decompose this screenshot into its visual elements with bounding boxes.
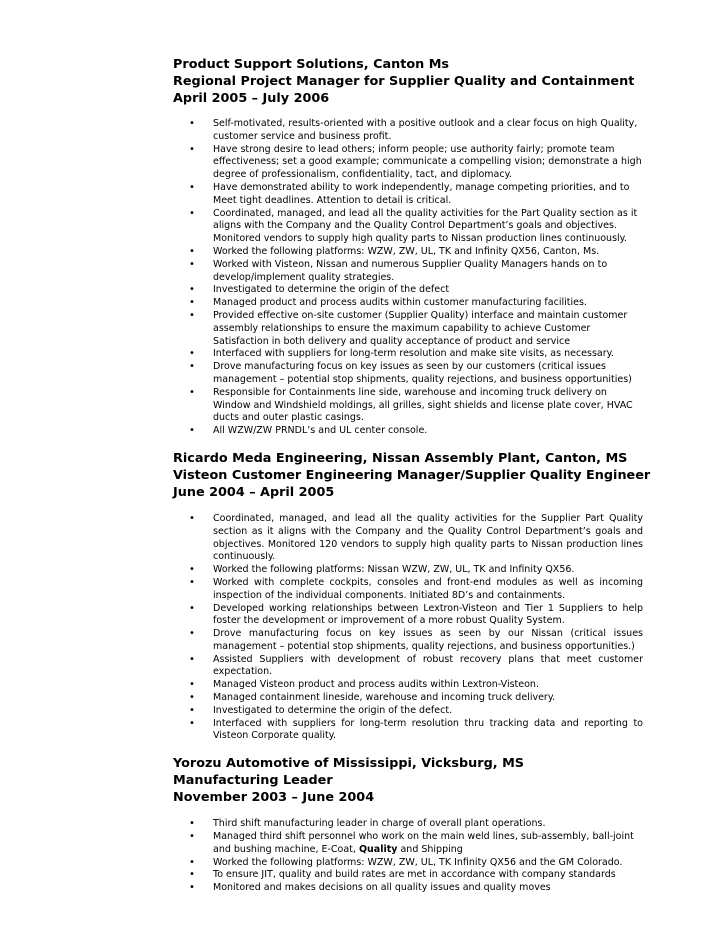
bullet-icon: • xyxy=(189,717,195,729)
list-item: • Managed containment lineside, warehouse and incoming truck delivery. xyxy=(189,692,556,704)
bullet-icon: • xyxy=(189,679,195,691)
company-name: Yorozu Automotive of Mississippi, Vicksburg, MS xyxy=(173,756,525,772)
company-name: Product Support Solutions, Canton Ms xyxy=(173,57,450,72)
job-title: Visteon Customer Engineering Manager/Supplier Quality Engineer xyxy=(173,467,651,483)
list-item: • Monitored and makes decisions on all quality issues and quality moves xyxy=(189,882,551,894)
bullet-icon: • xyxy=(189,653,195,665)
job-title: Manufacturing Leader xyxy=(173,773,333,789)
list-item: • Interfaced with suppliers for long-term resolution and make site visits, as necessary. xyxy=(189,348,614,360)
bullet-icon: • xyxy=(189,818,195,830)
bullet-list xyxy=(173,513,643,743)
bullet-icon: • xyxy=(189,181,195,193)
list-item: • Worked the following platforms: Nissan WZW, ZW, UL, TK and Infinity QX56. xyxy=(189,564,575,576)
list-item: • To ensure JIT, quality and build rates are met in accordance with company standards xyxy=(189,869,616,881)
list-item: • Worked with complete cockpits, consoles and front-end modules as well as incoming inspection of the individual components. Initiated 8D’s and containments. xyxy=(189,576,643,601)
list-item: • Worked with Visteon, Nissan and numerous Supplier Quality Managers hands on to develop/implement quality strategies. xyxy=(189,258,608,283)
list-item: • Drove manufacturing focus on key issues as seen by our Nissan (critical issues management – potential stop shipments, quality rejections, and business opportunities.) xyxy=(189,628,643,652)
bullet-icon: • xyxy=(189,361,195,373)
list-item: • All WZW/ZW PRNDL’s and UL center console. xyxy=(189,425,428,437)
list-item: • Coordinated, managed, and lead all the quality activities for the Part Quality section as it aligns with the Company and the Quality Control Department’s goals and objectives. Monitored vendors to supply high quality parts to Nissan production lines continuously. xyxy=(189,207,638,245)
bullet-icon: • xyxy=(189,309,195,321)
bullet-icon: • xyxy=(189,258,195,270)
resume-page xyxy=(173,56,651,895)
bullet-icon: • xyxy=(189,576,195,588)
bullet-icon: • xyxy=(189,207,195,219)
list-item: • Assisted Suppliers with development of robust recovery plans that meet customer expectation. xyxy=(189,653,643,678)
bullet-icon: • xyxy=(189,348,195,360)
bullet-icon: • xyxy=(189,564,195,576)
list-item: • Coordinated, managed, and lead all the quality activities for the Supplier Part Quality section as it aligns with the Company and the Quality Control Department’s goals and objectives. Monitored 120 vendors to supply high quality parts to Nissan production lines continuously. xyxy=(189,512,643,563)
job-section-ricardo-meda xyxy=(173,450,651,743)
bullet-icon: • xyxy=(189,245,195,257)
list-item: • Third shift manufacturing leader in charge of overall plant operations. xyxy=(189,818,546,830)
list-item: • Worked the following platforms: WZW, ZW, UL, TK and Infinity QX56, Canton, Ms. xyxy=(189,245,600,257)
list-item: • Responsible for Containments line side, warehouse and incoming truck delivery on Window and Windshield moldings, all grilles, sight shields and license plate cover, HVAC ducts and outer plastic casings. xyxy=(189,386,633,424)
bullet-icon: • xyxy=(189,602,195,614)
job-section-product-support xyxy=(173,56,643,438)
bullet-icon: • xyxy=(189,512,195,524)
company-name: Ricardo Meda Engineering, Nissan Assembly Plant, Canton, MS xyxy=(173,450,628,466)
list-item: • Have demonstrated ability to work independently, manage competing priorities, and to Meet tight deadlines. Attention to detail is critical. xyxy=(189,181,630,206)
bullet-icon: • xyxy=(189,425,195,437)
bullet-icon: • xyxy=(189,118,195,129)
bullet-list xyxy=(173,818,643,895)
list-item: • Investigated to determine the origin of the defect xyxy=(189,284,450,296)
bullet-icon: • xyxy=(189,297,195,309)
list-item: • Have strong desire to lead others; inform people; use authority fairly; promote team effectiveness; set a good example; communicate a compelling vision; demonstrate a high degree of professionalism, confidentiality, tact, and diplomacy. xyxy=(189,143,642,181)
bullet-icon: • xyxy=(189,386,195,398)
list-item: • Self-motivated, results-oriented with a positive outlook and a clear focus on high Quality, customer service and business profit. xyxy=(189,118,638,142)
bullet-icon: • xyxy=(189,143,195,155)
job-dates: November 2003 – June 2004 xyxy=(173,790,375,806)
list-item: • Interfaced with suppliers for long-term resolution thru tracking data and reporting to Visteon Corporate quality. xyxy=(189,717,643,742)
job-title: Regional Project Manager for Supplier Quality and Containment xyxy=(173,74,635,89)
bullet-icon: • xyxy=(189,869,195,881)
bullet-icon: • xyxy=(189,692,195,704)
list-item: • Managed product and process audits within customer manufacturing facilities. xyxy=(189,297,587,309)
bullet-icon: • xyxy=(189,284,195,296)
bullet-list xyxy=(173,118,643,438)
list-item: • Drove manufacturing focus on key issues as seen by our customers (critical issues management – potential stop shipments, quality rejections, and business opportunities) xyxy=(189,361,632,385)
bullet-icon: • xyxy=(189,856,195,868)
list-item: • Developed working relationships between Lextron-Visteon and Tier 1 Suppliers to help foster the development or improvement of a more robust Quality System. xyxy=(189,602,643,627)
list-item: • Provided effective on-site customer (Supplier Quality) interface and maintain customer assembly relationships to ensure the maximum capability to achieve Customer Satisfaction in both delivery and quality acceptance of product and service xyxy=(189,309,628,347)
bullet-icon: • xyxy=(189,882,195,894)
bullet-icon: • xyxy=(189,704,195,716)
quality-bold-text: Quality xyxy=(358,843,398,855)
bullet-icon: • xyxy=(189,831,195,843)
list-item: • Managed Visteon product and process audits within Lextron-Visteon. xyxy=(189,679,539,691)
job-dates: June 2004 – April 2005 xyxy=(173,484,335,500)
list-item: • Worked the following platforms: WZW, ZW, UL, TK Infinity QX56 and the GM Colorado. xyxy=(189,856,623,868)
bullet-icon: • xyxy=(189,628,195,640)
job-dates: April 2005 – July 2006 xyxy=(173,91,330,106)
list-item: • Investigated to determine the origin of the defect. xyxy=(189,704,453,716)
job-section-yorozu xyxy=(173,755,643,895)
list-item: • Managed third shift personnel who work on the main weld lines, sub-assembly, ball-joint and bushing machine, E-Coat, Quality and Shipping xyxy=(189,831,634,855)
